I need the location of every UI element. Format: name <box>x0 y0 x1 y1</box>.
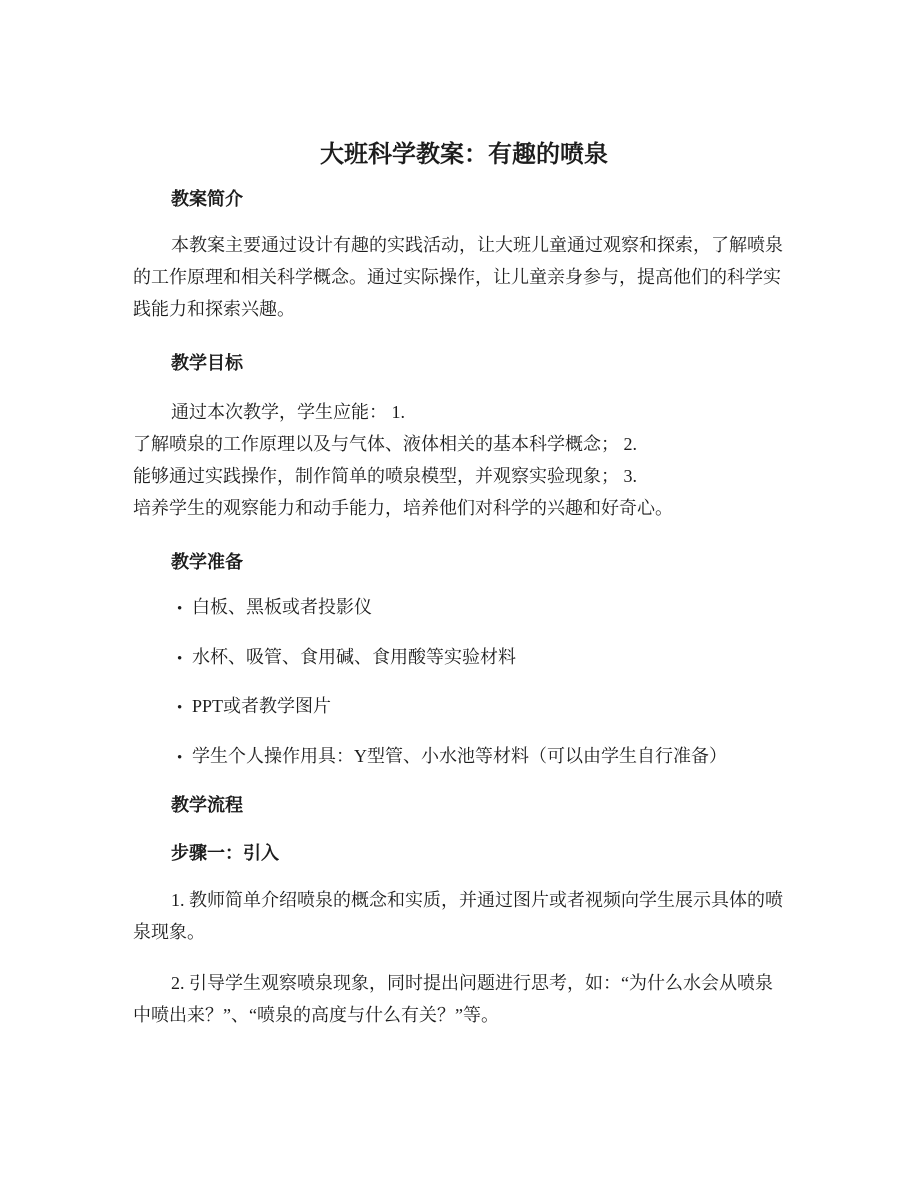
page-title: 大班科学教案：有趣的喷泉 <box>320 142 608 168</box>
list-item <box>133 690 795 724</box>
text-line: 通过本次教学，学生应能： 1. <box>171 402 405 422</box>
bullet-marker: • <box>177 700 183 716</box>
step-1-heading: 步骤一：引入 <box>171 843 279 863</box>
objectives-paragraph <box>133 396 795 524</box>
list-item <box>133 740 795 774</box>
text-line: 培养学生的观察能力和动手能力，培养他们对科学的兴趣和好奇心。 <box>133 498 673 518</box>
list-item <box>133 641 795 675</box>
section-preparation-heading: 教学准备 <box>171 552 243 572</box>
bullet-marker: • <box>177 601 183 617</box>
preparation-list <box>133 591 795 774</box>
bullet-marker: • <box>177 750 183 766</box>
text-line: 了解喷泉的工作原理以及与气体、液体相关的基本科学概念； 2. <box>133 434 637 454</box>
text-line: 中喷出来？”、“喷泉的高度与什么有关？”等。 <box>133 1005 499 1025</box>
list-item-text: PPT或者教学图片 <box>192 696 332 716</box>
text-line: 2. 引导学生观察喷泉现象，同时提出问题进行思考，如：“为什么水会从喷泉 <box>171 973 773 993</box>
list-item-text: 水杯、吸管、食用碱、食用酸等实验材料 <box>192 647 516 667</box>
section-objectives-heading: 教学目标 <box>171 353 243 373</box>
text-line: 能够通过实践操作，制作简单的喷泉模型，并观察实验现象； 3. <box>133 466 637 486</box>
list-item <box>133 591 795 625</box>
bullet-marker: • <box>177 651 183 667</box>
section-intro-heading: 教案简介 <box>171 189 243 209</box>
text-line: 本教案主要通过设计有趣的实践活动，让大班儿童通过观察和探索，了解喷泉 <box>171 235 783 255</box>
text-line: 1. 教师简单介绍喷泉的概念和实质，并通过图片或者视频向学生展示具体的喷 <box>171 890 783 910</box>
text-line: 践能力和探索兴趣。 <box>133 299 295 319</box>
section-procedure-heading: 教学流程 <box>171 795 243 815</box>
procedure-item-2 <box>133 967 795 1031</box>
list-item-text: 学生个人操作用具：Y型管、小水池等材料（可以由学生自行准备） <box>192 746 727 766</box>
procedure-item-1 <box>133 884 795 948</box>
intro-paragraph <box>133 229 795 325</box>
text-line: 的工作原理和相关科学概念。通过实际操作，让儿童亲身参与，提高他们的科学实 <box>133 267 781 287</box>
text-line: 泉现象。 <box>133 922 205 942</box>
document-content <box>133 137 795 1031</box>
list-item-text: 白板、黑板或者投影仪 <box>192 597 372 617</box>
